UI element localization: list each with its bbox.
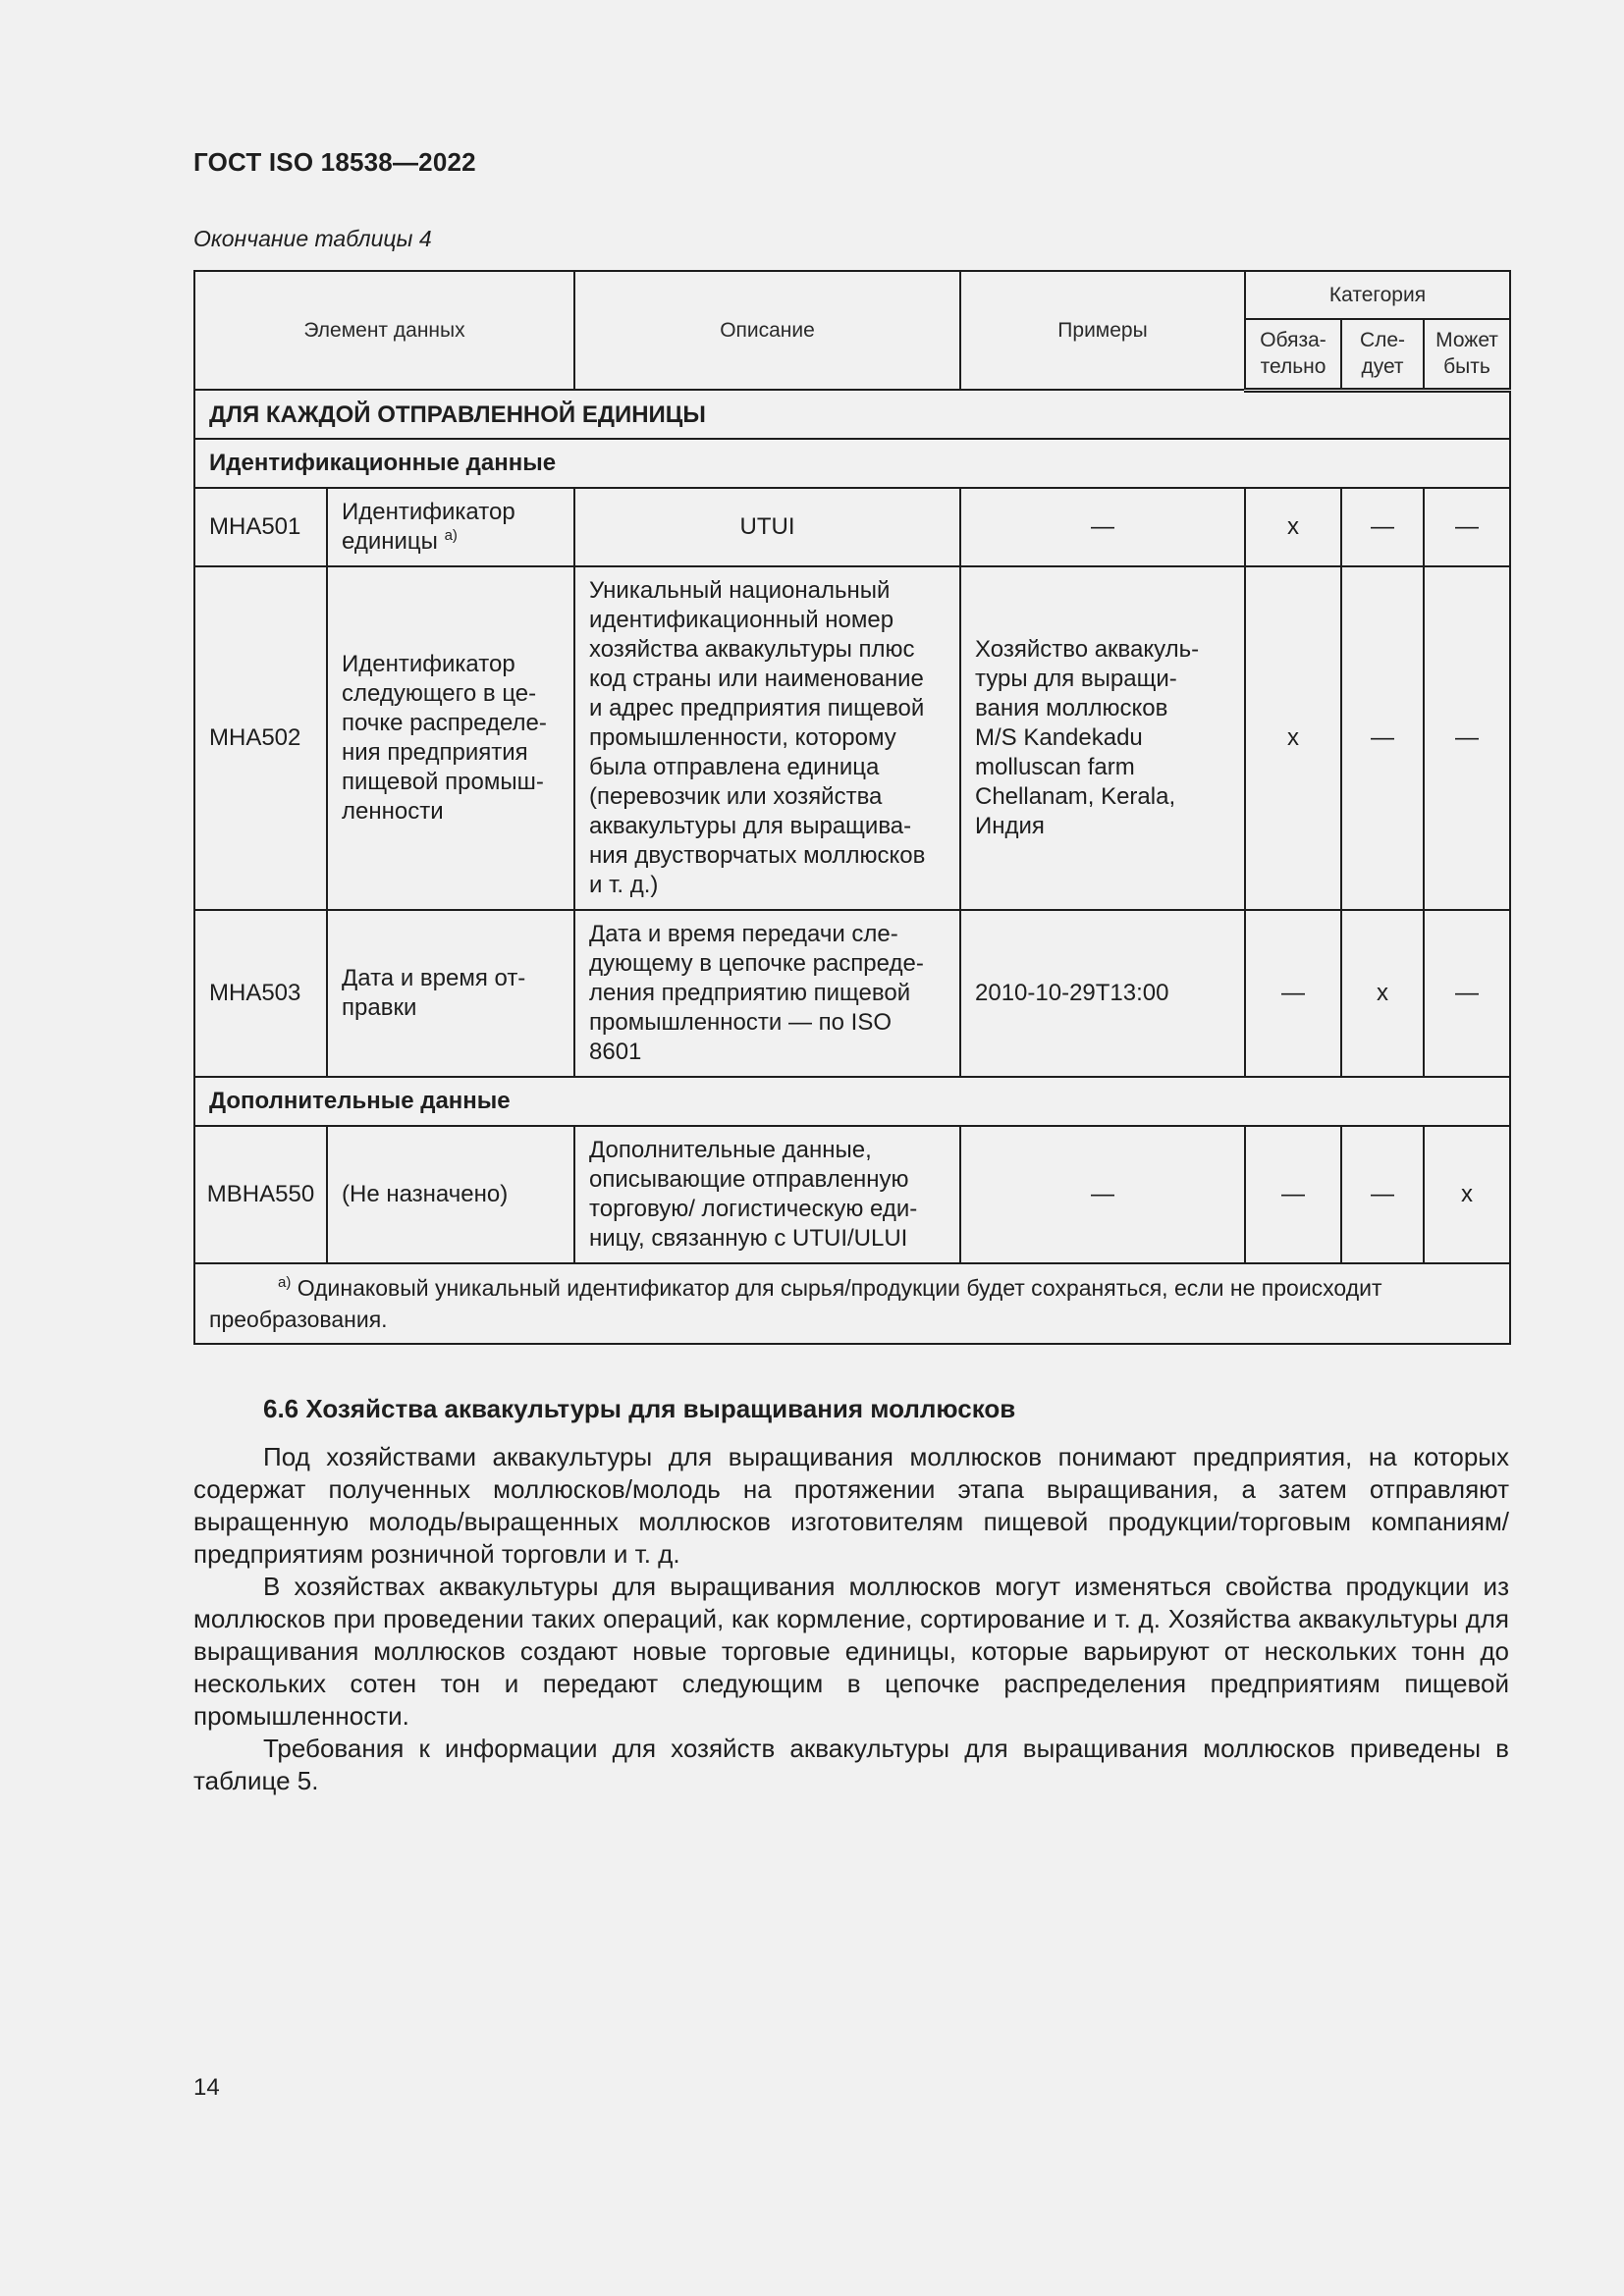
table-caption: Окончание таблицы 4 <box>193 226 432 251</box>
row-name-text: Идентификатор единицы <box>342 499 515 555</box>
col-header-mandatory: Обяза- тельно <box>1245 319 1341 390</box>
row-code: MBHA550 <box>194 1126 327 1263</box>
paragraph: Требования к информации для хозяйств аквакультуры для выращивания моллюсков приведены в таблице 5. <box>193 1734 1509 1795</box>
data-elements-table <box>193 270 1511 1345</box>
col-header-category: Категория <box>1245 271 1510 319</box>
document-header: ГОСТ ISO 18538—2022 <box>193 147 476 177</box>
row-should: x <box>1341 910 1424 1077</box>
row-code: MHA502 <box>194 566 327 910</box>
table-row <box>194 1126 1510 1263</box>
footnote-ref: a) <box>444 527 458 544</box>
row-may: x <box>1424 1126 1510 1263</box>
row-mandatory: x <box>1245 566 1341 910</box>
row-example: — <box>960 488 1245 566</box>
row-example: — <box>960 1126 1245 1263</box>
col-header-examples: Примеры <box>960 271 1245 390</box>
row-may: — <box>1424 566 1510 910</box>
row-description: UTUI <box>574 488 960 566</box>
table-footnote <box>194 1263 1510 1344</box>
row-name: Дата и время от- правки <box>327 910 574 1077</box>
section-title: 6.6 Хозяйства аквакультуры для выращивания моллюсков <box>263 1394 1016 1423</box>
row-description: Уникальный национальный идентификационный номер хозяйства аквакультуры плюс код страны или наименование и адрес предприятия пищевой промышленности, которому была отправлена единица (перевозчик или хозяйства аквакультуры для выращива- ния двустворчатых моллюсков и т. д.) <box>574 566 960 910</box>
row-example: Хозяйство аквакуль- туры для выращи- вания моллюсков M/S Kandekadu molluscan farm Chellanam, Kerala, Индия <box>960 566 1245 910</box>
row-may: — <box>1424 488 1510 566</box>
table-row <box>194 566 1510 910</box>
col-header-should: Сле- дует <box>1341 319 1424 390</box>
col-header-description: Описание <box>574 271 960 390</box>
paragraph: Под хозяйствами аквакультуры для выращивания моллюсков понимают предприятия, на которых содержат полученных моллюсков/молодь на протяжении этапа выращивания, а затем отправляют выращенную молодь/выращенных моллюсков изготовителям пищевой продукции/торговым компаниям/предприятиям розничной торговли и т. д. <box>193 1442 1509 1569</box>
row-example: 2010-10-29T13:00 <box>960 910 1245 1077</box>
section-row-main: ДЛЯ КАЖДОЙ ОТПРАВЛЕННОЙ ЕДИНИЦЫ <box>194 390 1510 439</box>
row-code: MHA503 <box>194 910 327 1077</box>
row-should: — <box>1341 488 1424 566</box>
footnote-marker: a) <box>278 1274 292 1291</box>
row-name <box>327 488 574 566</box>
row-code: MHA501 <box>194 488 327 566</box>
row-name: (Не назначено) <box>327 1126 574 1263</box>
paragraph: В хозяйствах аквакультуры для выращивания моллюсков могут изменяться свойства продукции из моллюсков при проведении таких операций, как кормление, сортирование и т. д. Хозяйства аквакультуры для выращивания моллюсков создают новые торговые единицы, которые варьируют от нескольких тонн до нескольких сотен тон и передают следующим в цепочке распределения предприятиям пищевой промышленности. <box>193 1572 1509 1731</box>
section-body <box>193 1441 1509 1797</box>
table-row <box>194 910 1510 1077</box>
table-row <box>194 488 1510 566</box>
row-name: Идентификатор следующего в це- почке распределе- ния предприятия пищевой промыш- ленности <box>327 566 574 910</box>
row-mandatory: — <box>1245 910 1341 1077</box>
page-number: 14 <box>193 2074 220 2101</box>
row-should: — <box>1341 1126 1424 1263</box>
row-should: — <box>1341 566 1424 910</box>
footnote-text: Одинаковый уникальный идентификатор для сырья/продукции будет сохраняться, если не происходит преобразования. <box>209 1275 1382 1332</box>
row-description: Дополнительные данные, описывающие отправленную торговую/ логистическую еди- ницу, связанную с UTUI/ULUI <box>574 1126 960 1263</box>
col-header-element: Элемент данных <box>194 271 574 390</box>
row-mandatory: — <box>1245 1126 1341 1263</box>
subsection-row-ident: Идентификационные данные <box>194 439 1510 488</box>
row-mandatory: x <box>1245 488 1341 566</box>
row-may: — <box>1424 910 1510 1077</box>
col-header-may: Может быть <box>1424 319 1510 390</box>
subsection-row-extra: Дополнительные данные <box>194 1077 1510 1126</box>
row-description: Дата и время передачи сле- дующему в цепочке распреде- ления предприятию пищевой промышленности — по ISO 8601 <box>574 910 960 1077</box>
